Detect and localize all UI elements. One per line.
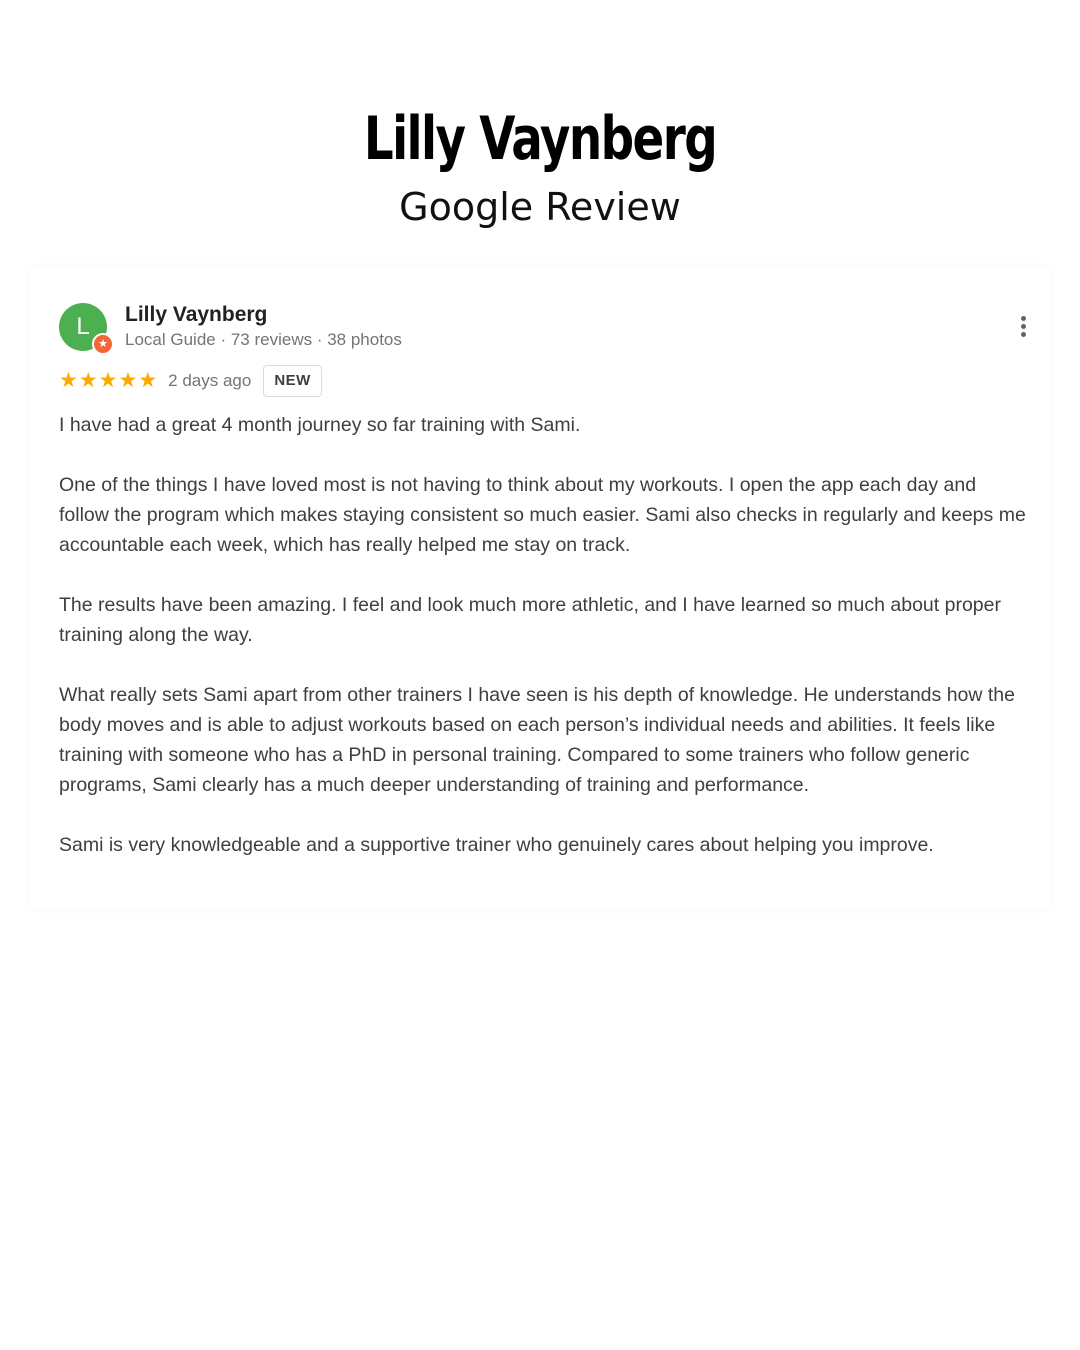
star-icon: ★: [59, 369, 78, 392]
rating-row: [59, 364, 322, 398]
review-card: [30, 268, 1050, 908]
new-badge: NEW: [263, 365, 322, 397]
review-paragraph: Sami is very knowledgeable and a supportive trainer who genuinely cares about helping you improve.: [59, 834, 934, 856]
local-guide-icon: ★: [92, 333, 114, 355]
reviewer-meta: Local Guide · 73 reviews · 38 photos: [125, 330, 402, 349]
star-icon: ★: [78, 369, 98, 392]
review-paragraph: What really sets Sami apart from other trainers I have seen is his depth of knowledge. He understands how the body moves and is able to adjust workouts based on each person’s individual needs and abilities. It feels like training with someone who has a PhD in personal training. Compared to some trainers who follow generic programs, Sami clearly has a much deeper understanding of training and performance.: [59, 684, 1015, 796]
star-icon: ★: [98, 369, 118, 392]
page-subtitle: Google Review: [399, 185, 681, 229]
review-paragraph: The results have been amazing. I feel and look much more athletic, and I have learned so much about proper training along the way.: [59, 594, 1001, 646]
more-vert-icon[interactable]: [1013, 314, 1033, 344]
review-date: 2 days ago: [168, 371, 252, 390]
reviewer-name[interactable]: Lilly Vaynberg: [125, 303, 268, 326]
avatar[interactable]: [59, 303, 107, 351]
star-icon: ★: [118, 369, 138, 392]
star-icon: ★: [138, 369, 158, 392]
page-title: Lilly Vaynberg: [363, 104, 717, 174]
avatar-letter: L: [76, 313, 90, 340]
review-paragraph: One of the things I have loved most is not having to think about my workouts. I open the app each day and follow the program which makes staying consistent so much easier. Sami also checks in regularly and keeps me accountable each week, which has really helped me stay on track.: [59, 474, 1026, 556]
review-paragraph: I have had a great 4 month journey so far training with Sami.: [59, 414, 581, 436]
star-rating: [59, 369, 158, 393]
review-text: [59, 410, 1029, 890]
